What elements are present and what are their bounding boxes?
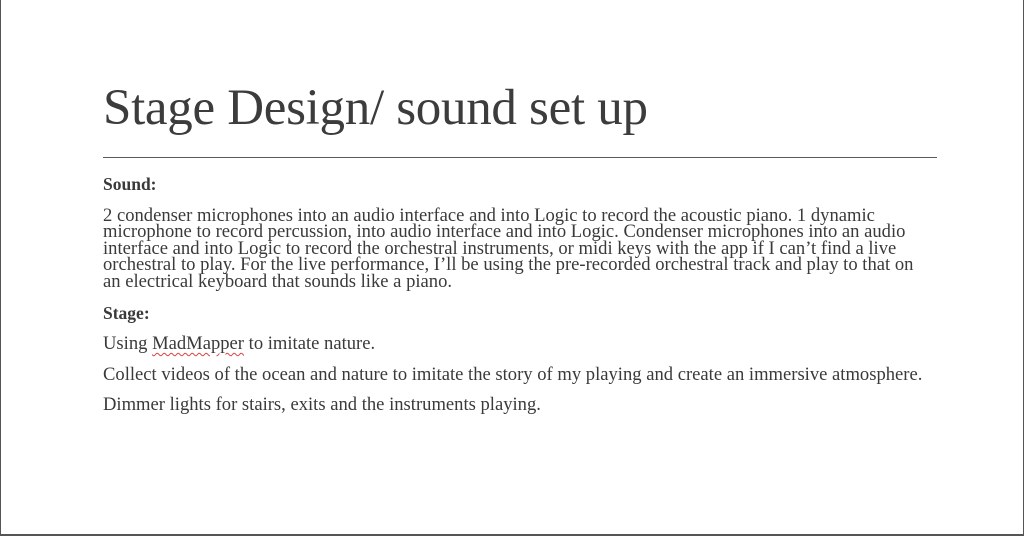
stage-item-text: to imitate nature.: [244, 333, 376, 355]
stage-item-videos: Collect videos of the ocean and nature to imitate the story of my playing and create an immersive atmosphere.: [103, 363, 923, 385]
title-divider: [103, 157, 937, 158]
sound-heading: Sound:: [103, 174, 157, 194]
stage-item-lights: Dimmer lights for stairs, exits and the instruments playing.: [103, 394, 541, 416]
stage-item-madmapper: [103, 333, 933, 355]
stage-item-text: Using: [103, 333, 153, 355]
stage-heading: Stage:: [103, 302, 150, 323]
document-body: [103, 176, 933, 428]
page-title: Stage Design/ sound set up: [103, 80, 648, 136]
spellcheck-word: MadMapper: [152, 333, 244, 355]
sound-paragraph: 2 condenser microphones into an audio interface and into Logic to record the acoustic piano. 1 dynamic microphone to record percussion, into audio interface and into Logic. Condenser microphones into an audio interface and into Logic to record the orchestral instruments, or midi keys with the app if I can’t find a live orchestral to play. For the live performance, I’ll be using the pre-recorded orchestral track and play to that on an electrical keyboard that sounds like a piano.: [103, 204, 914, 292]
